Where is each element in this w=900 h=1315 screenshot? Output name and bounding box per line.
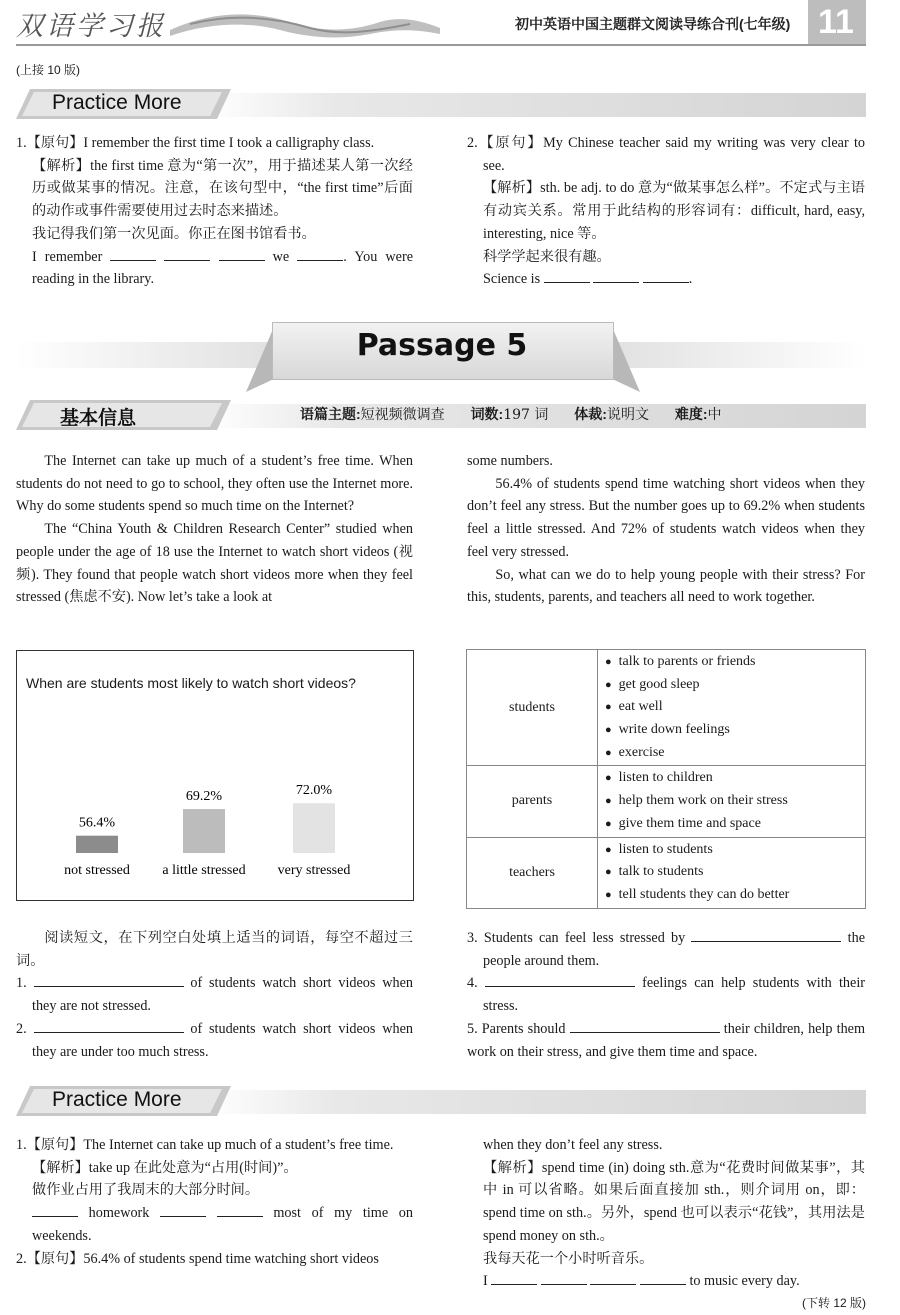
- passage-paragraph: The Internet can take up much of a student’s free time. When students do not need to go to school, they often use the Internet more. Why do some students spend so much time on the Internet?: [16, 453, 413, 515]
- practice2-q2-translation: 我每天花一个小时听音乐。: [483, 1250, 654, 1267]
- passage-paragraph: So, what can we do to help young people with their stress? For this, students, parents, and teachers all need to work together.: [467, 566, 865, 606]
- list-item: ● talk to students: [605, 861, 864, 884]
- answer-blank[interactable]: [297, 246, 343, 261]
- bar-a-little-stressed: [183, 809, 225, 853]
- word-count-key: 词数:: [470, 406, 504, 422]
- list-item: ● give them time and space: [605, 813, 864, 836]
- practice1-q2-translation: 科学学起来很有趣。: [483, 248, 611, 265]
- table-row: [467, 650, 866, 766]
- genre-value: 说明文: [606, 407, 649, 423]
- answer-blank[interactable]: [570, 1018, 720, 1033]
- answer-blank[interactable]: [34, 972, 184, 987]
- exercise-q1: 1. of students watch short videos when they are not stressed.: [16, 972, 413, 1017]
- brush-stroke-decoration: [170, 8, 440, 40]
- publication-title: 初中英语中国主题群文阅读导练合刊(七年级): [515, 16, 791, 32]
- practice2-q1-original: 1.【原句】The Internet can take up much of a student’s free time.: [16, 1137, 394, 1153]
- chart-title: When are students most likely to watch short videos?: [26, 675, 356, 691]
- table-row: [467, 766, 866, 837]
- practice1-left: [16, 132, 413, 291]
- practice-more-banner-1: [16, 89, 866, 119]
- data-label: 56.4%: [78, 815, 116, 831]
- table-row: [467, 837, 866, 908]
- continued-to-note: (下转 12 版): [801, 1296, 866, 1310]
- passage-info-bar: [300, 404, 744, 424]
- practice2-q1-translation: 做作业占用了我周末的大部分时间。: [32, 1182, 260, 1199]
- answer-blank[interactable]: [491, 1270, 537, 1285]
- passage-title: Passage 5: [356, 328, 528, 363]
- continued-from-note: (上接 10 版): [16, 63, 81, 77]
- answer-blank[interactable]: [164, 246, 210, 261]
- topic-value: 短视频微调查: [360, 407, 445, 423]
- practice2-q1-analysis: 【解析】take up 在此处意为“占用(时间)”。: [32, 1159, 298, 1176]
- answer-blank[interactable]: [32, 1202, 78, 1217]
- list-item: ● get good sleep: [605, 674, 864, 697]
- answer-blank[interactable]: [485, 972, 635, 987]
- answer-blank[interactable]: [640, 1270, 686, 1285]
- passage-paragraph: some numbers.: [467, 453, 553, 469]
- data-label: 69.2%: [185, 789, 223, 805]
- list-item: ● write down feelings: [605, 719, 864, 742]
- list-item: ● exercise: [605, 742, 864, 765]
- practice1-q1-translation: 我记得我们第一次见面。你正在图书馆看书。: [32, 225, 316, 242]
- list-item: ● listen to students: [605, 839, 864, 862]
- practice1-q2-analysis: 【解析】sth. be adj. to do 意为“做某事怎么样”。不定式与主语有动宾关系。常用于此结构的形容词有：difficult, hard, easy, interesting, nice 等。: [483, 180, 865, 242]
- page-number: 11: [818, 3, 854, 41]
- role-cell: teachers: [467, 837, 598, 908]
- category-label: very stressed: [277, 863, 351, 878]
- practice1-right: [467, 132, 865, 291]
- practice2-q2-fill: I to music every day.: [483, 1270, 865, 1293]
- basic-info-label: 基本信息: [60, 408, 137, 429]
- answer-blank[interactable]: [160, 1202, 206, 1217]
- genre-key: 体裁:: [574, 406, 607, 422]
- answer-blank[interactable]: [34, 1018, 184, 1033]
- practice2-q2-original-cont: when they don’t feel any stress.: [483, 1137, 663, 1153]
- practice1-q1-fill: I remember we . You were reading in the library.: [16, 246, 413, 291]
- role-cell: students: [467, 650, 598, 766]
- difficulty-key: 难度:: [674, 406, 708, 422]
- practice1-q2-original: 2.【原句】My Chinese teacher said my writing was very clear to see.: [467, 135, 865, 174]
- list-item: ● eat well: [605, 696, 864, 719]
- bar-chart: [16, 650, 414, 901]
- bar-very-stressed: [293, 803, 335, 853]
- practice2-q2-analysis: 【解析】spend time (in) doing sth.意为“花费时间做某事”，其中 in 可以省略。如果后面直接加 sth.，则介词用 on，即：spend time on sth.。另外，spend 也可以表示“花钱”，其用法是 spend money on sth.。: [483, 1159, 865, 1244]
- exercise-left: [16, 927, 413, 1063]
- exercise-q2: 2. of students watch short videos when they are under too much stress.: [16, 1018, 413, 1063]
- difficulty-value: 中: [707, 407, 722, 423]
- list-item: ● talk to parents or friends: [605, 651, 864, 674]
- topic-key: 语篇主题:: [300, 406, 361, 422]
- list-item: ● help them work on their stress: [605, 790, 864, 813]
- passage-paragraph: 56.4% of students spend time watching short videos when they don’t feel any stress. But the number goes up to 69.2% when students feel a little stressed. And 72% of students watch videos when they feel very stressed.: [467, 475, 865, 560]
- exercise-right: [467, 927, 865, 1063]
- answer-blank[interactable]: [643, 268, 689, 283]
- bar-not-stressed: [76, 836, 118, 853]
- newspaper-brand: 双语学习报: [16, 11, 166, 42]
- answer-blank[interactable]: [110, 246, 156, 261]
- practice1-q1-original: 1.【原句】I remember the first time I took a calligraphy class.: [16, 135, 375, 151]
- header-rule: [16, 44, 866, 46]
- data-label: 72.0%: [295, 783, 333, 799]
- answer-blank[interactable]: [590, 1270, 636, 1285]
- list-item: ● tell students they can do better: [605, 884, 864, 907]
- list-item: ● listen to children: [605, 767, 864, 790]
- masthead: [0, 0, 900, 46]
- passage-right-column: [467, 450, 865, 609]
- answer-blank[interactable]: [544, 268, 590, 283]
- practice2-q2-original: 2.【原句】56.4% of students spend time watching short videos: [16, 1250, 379, 1267]
- passage-paragraph: The “China Youth & Children Research Center” studied when people under the age of 18 use the Internet to watch short videos (视频). They found that people watch short videos more when they feel stressed (焦虑不安). Now let’s take a look at: [16, 521, 413, 606]
- practice1-q1-analysis: 【解析】the first time 意为“第一次”，用于描述某人第一次经历或做某事的情况。注意，在该句型中，“the first time”后面的动作或事件需要使用过去时态来描述。: [32, 157, 413, 220]
- exercise-q4: 4. feelings can help students with their stress.: [467, 972, 865, 1017]
- chart-plot: [17, 651, 413, 900]
- practice-more-label: Practice More: [52, 91, 182, 114]
- tips-cell: [598, 766, 866, 837]
- stress-help-table: [466, 649, 866, 909]
- role-cell: parents: [467, 766, 598, 837]
- passage-left-column: [16, 450, 413, 609]
- answer-blank[interactable]: [219, 246, 265, 261]
- practice2-right: [483, 1134, 865, 1293]
- practice2-left: [16, 1134, 413, 1270]
- category-label: a little stressed: [162, 863, 246, 878]
- category-label: not stressed: [64, 863, 130, 878]
- tips-cell: [598, 650, 866, 766]
- exercise-instruction: 阅读短文，在下列空白处填上适当的词语，每空不超过三词。: [16, 930, 413, 969]
- word-count-value: 197 词: [503, 407, 549, 423]
- answer-blank[interactable]: [217, 1202, 263, 1217]
- practice-more-banner-2: [16, 1086, 866, 1116]
- answer-blank[interactable]: [541, 1270, 587, 1285]
- exercise-q5: 5. Parents should their children, help them work on their stress, and give them time and space.: [467, 1018, 865, 1063]
- tips-cell: [598, 837, 866, 908]
- answer-blank[interactable]: [691, 927, 841, 942]
- practice1-q2-fill: Science is .: [467, 268, 865, 291]
- exercise-q3: 3. Students can feel less stressed by the people around them.: [467, 927, 865, 972]
- practice2-q1-fill: homework most of my time on weekends.: [16, 1202, 413, 1247]
- practice-more-label: Practice More: [52, 1088, 182, 1111]
- answer-blank[interactable]: [593, 268, 639, 283]
